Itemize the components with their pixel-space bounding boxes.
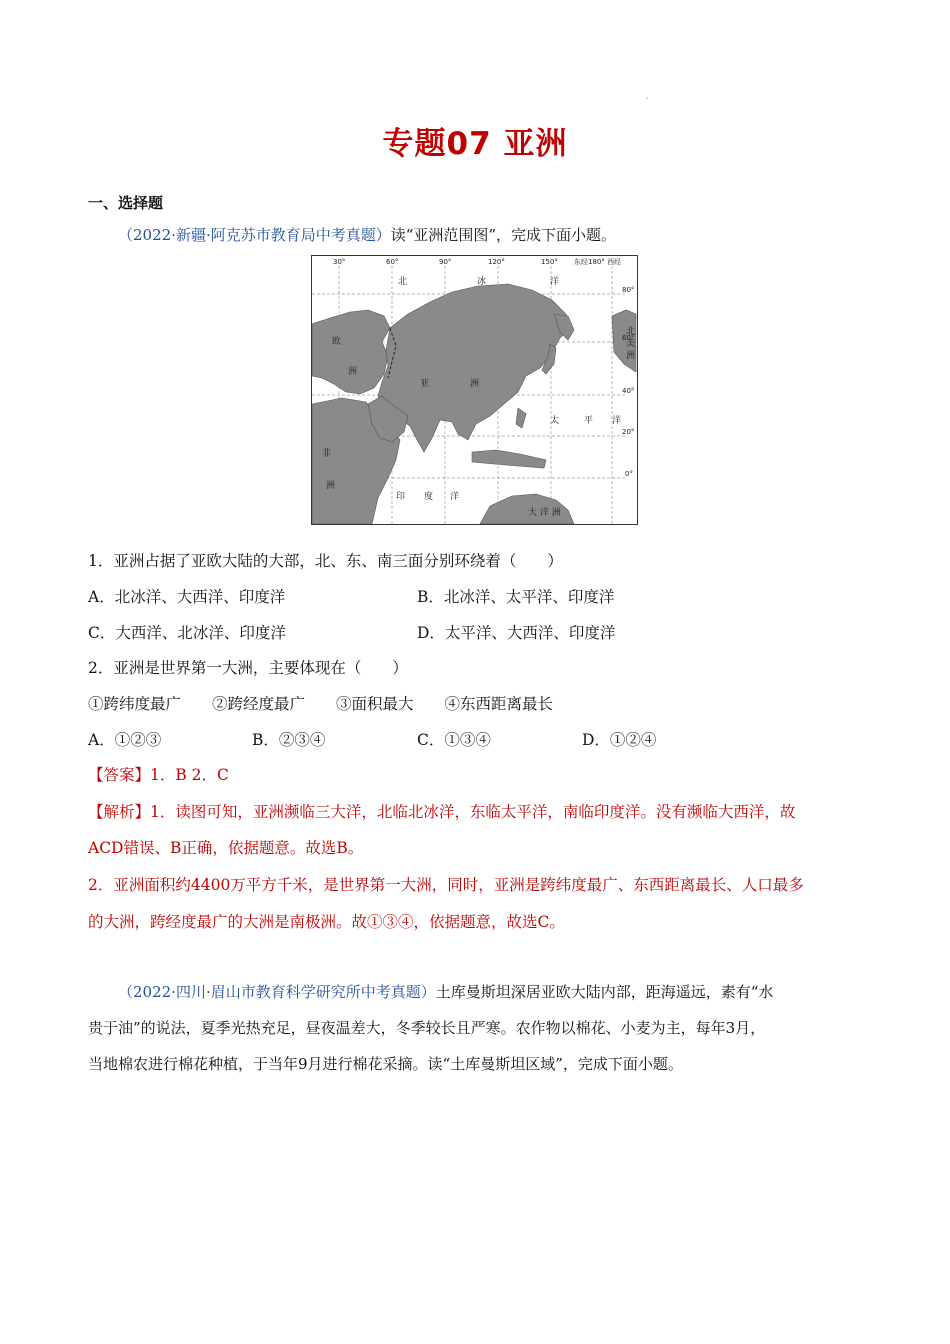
question-text: 贵于油”的说法，夏季光热充足，昼夜温差大，冬季较长且严寒。农作物以棉花、小麦为主，每年3月， xyxy=(88,1019,766,1037)
indonesia-land xyxy=(472,450,546,468)
pacific-label: 太 xyxy=(550,416,560,426)
arctic-label: 北 xyxy=(398,277,408,287)
europe-label: 洲 xyxy=(348,367,358,377)
asia-land xyxy=(378,284,570,452)
lat-label: 60° xyxy=(622,334,635,342)
analysis-line: 【解析】1．读图可知，亚洲濒临三大洋，北临北冰洋，东临太平洋，南临印度洋。没有濒临大西洋，故 xyxy=(88,803,796,821)
question-text: 土库曼斯坦深居亚欧大陆内部，距海遥远，素有“水 xyxy=(435,983,774,1001)
arctic-label: 冰 xyxy=(477,277,487,287)
header-mark: ' xyxy=(646,96,649,105)
lon-label: 150° xyxy=(541,258,558,266)
north-america-label: 洲 xyxy=(626,351,636,361)
europe-land xyxy=(312,310,390,394)
answer: 【答案】1．B 2．C xyxy=(88,766,229,784)
question-text: 当地棉农进行棉花种植，于当年9月进行棉花采摘。读“土库曼斯坦区域”，完成下面小题。 xyxy=(88,1055,683,1073)
q1-option-a: A．北冰洋、大西洋、印度洋 xyxy=(88,588,286,606)
q2-option-b: B．②③④ xyxy=(252,731,326,749)
page-title: 专题07 亚洲 xyxy=(382,126,568,162)
oceania-label: 大 洋 洲 xyxy=(528,508,561,518)
q1-option-b: B．北冰洋、太平洋、印度洋 xyxy=(417,588,615,606)
arctic-label: 洋 xyxy=(550,277,560,287)
north-america-label: 美 xyxy=(626,339,636,349)
analysis-line: 2．亚洲面积约4400万平方千米，是世界第一大洲，同时，亚洲是跨纬度最广、东西距离最长、人口最多 xyxy=(88,876,804,894)
q1-option-c: C．大西洋、北冰洋、印度洋 xyxy=(88,624,286,642)
analysis-line: ACD错误、B正确，依据题意。故选B。 xyxy=(88,839,364,857)
lat-label: 80° xyxy=(622,286,635,294)
q1-stem: 1．亚洲占据了亚欧大陆的大部，北、东、南三面分别环绕着（ ） xyxy=(88,552,563,570)
lon-label: 90° xyxy=(439,258,452,266)
europe-label: 欧 xyxy=(332,337,342,347)
question-source: （2022·新疆·阿克苏市教育局中考真题） xyxy=(118,226,391,244)
q2-option-a: A．①②③ xyxy=(88,731,162,749)
analysis-line: 的大洲，跨经度最广的大洲是南极洲。故①③④，依据题意，故选C。 xyxy=(88,913,565,931)
africa-label: 洲 xyxy=(326,481,336,491)
asia-label: 洲 xyxy=(470,379,480,389)
indian-label: 印 xyxy=(396,492,406,502)
philippines-land xyxy=(516,408,526,428)
north-america-label: 北 xyxy=(626,327,636,337)
lon-label: 东经180° 西经 xyxy=(574,258,622,266)
indian-label: 洋 xyxy=(450,492,460,502)
africa-label: 非 xyxy=(322,449,332,459)
lon-label: 30° xyxy=(333,258,346,266)
lon-label: 120° xyxy=(488,258,505,266)
q2-items: ①跨纬度最广 ②跨经度最广 ③面积最大 ④东西距离最长 xyxy=(88,695,554,713)
question-group-2-intro xyxy=(88,974,862,1082)
q2-stem: 2．亚洲是世界第一大洲，主要体现在（ ） xyxy=(88,659,408,677)
question-group-1-intro xyxy=(118,224,616,245)
asia-label: 亚 xyxy=(420,379,430,389)
asia-map xyxy=(311,255,638,525)
lon-label: 60° xyxy=(386,258,399,266)
lat-label: 40° xyxy=(622,387,635,395)
lat-label: 20° xyxy=(622,428,635,436)
q1-option-d: D．太平洋、大西洋、印度洋 xyxy=(417,624,616,642)
q2-option-d: D．①②④ xyxy=(582,731,657,749)
question-source: （2022·四川·眉山市教育科学研究所中考真题） xyxy=(118,983,436,1001)
section-heading: 一、选择题 xyxy=(88,194,164,212)
q2-option-c: C．①③④ xyxy=(417,731,491,749)
lat-label: 0° xyxy=(625,470,633,478)
question-prompt: 读“亚洲范围图”，完成下面小题。 xyxy=(390,226,617,244)
pacific-label: 平 xyxy=(584,416,594,426)
pacific-label: 洋 xyxy=(612,416,622,426)
indian-label: 度 xyxy=(424,492,434,502)
